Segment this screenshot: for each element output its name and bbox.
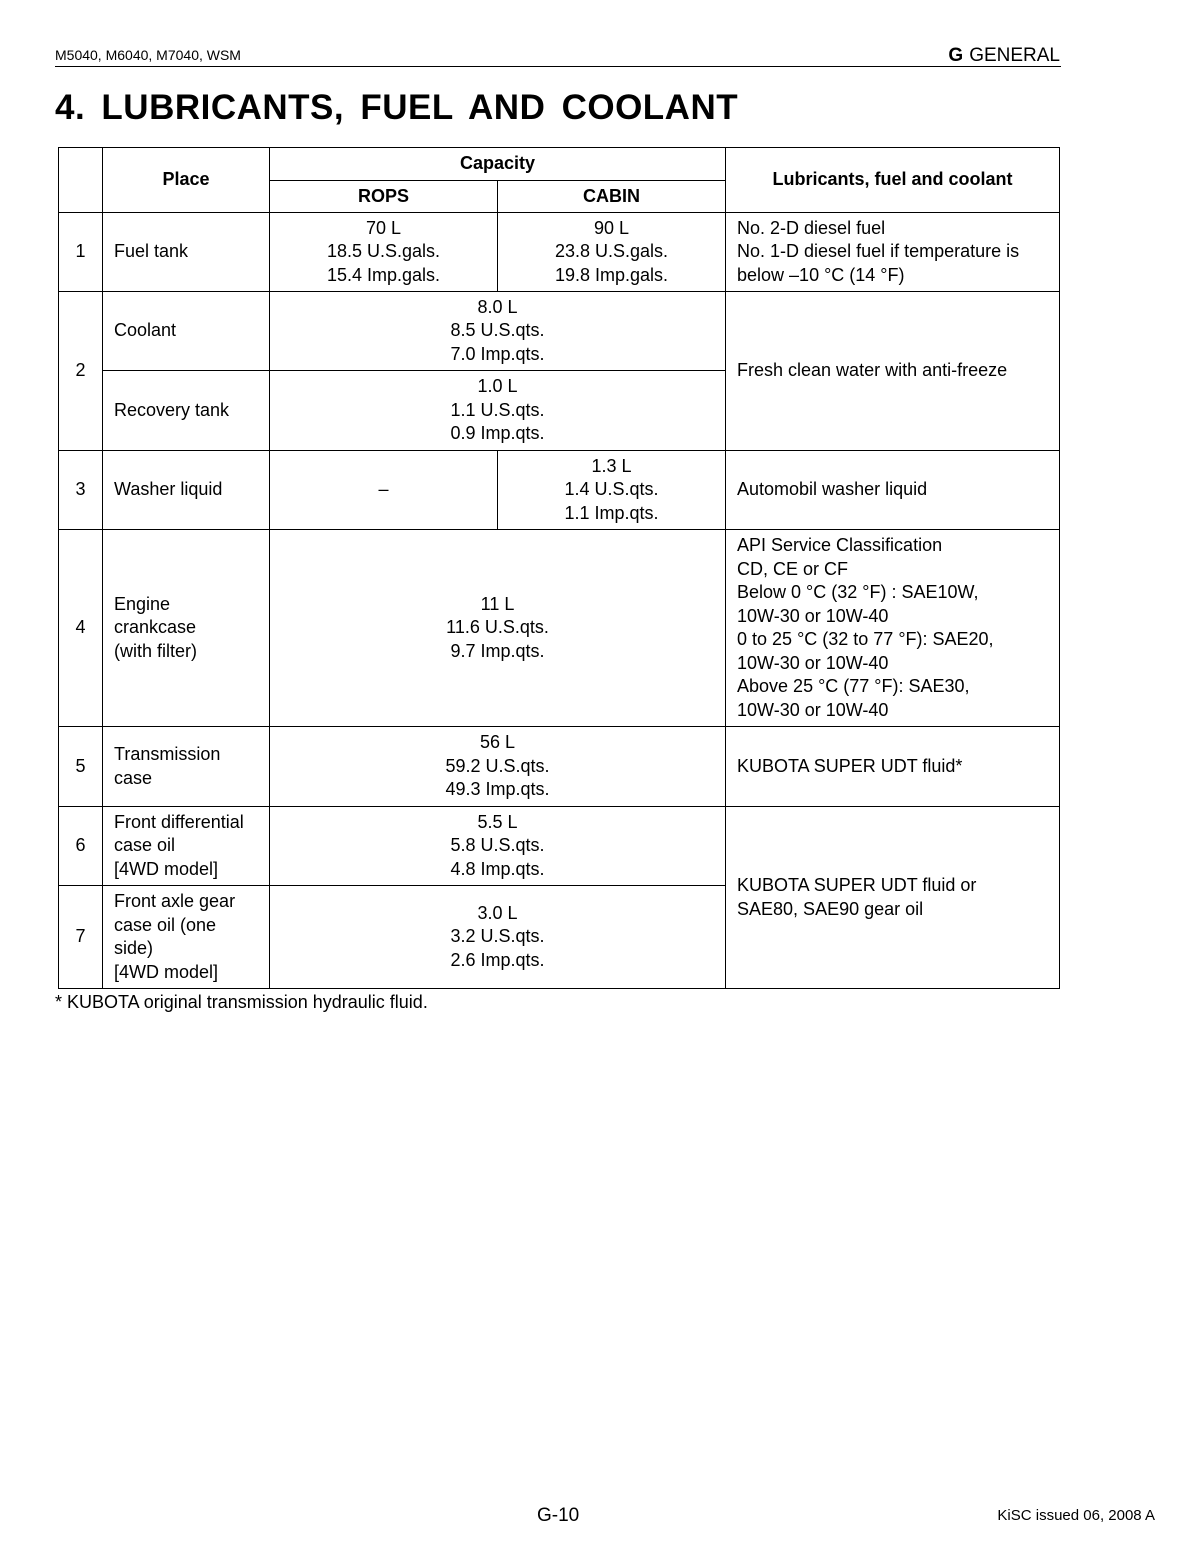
- lubricant-line: 0 to 25 °C (32 to 77 °F): SAE20,: [737, 629, 994, 649]
- row-number: 6: [59, 807, 103, 886]
- capacity-line: 56 L: [479, 732, 516, 753]
- footnote: * KUBOTA original transmission hydraulic fluid.: [55, 992, 428, 1012]
- lubricant-line: CD, CE or CF: [737, 558, 849, 579]
- row-capacity: [270, 292, 726, 371]
- capacity-line: 3.2 U.S.qts.: [450, 926, 545, 947]
- capacity-line: 8.0 L: [477, 296, 518, 317]
- place-line: Transmission: [114, 744, 221, 764]
- row-lubricant: Fresh clean water with anti-freeze: [726, 292, 1060, 451]
- table-row: [59, 292, 1060, 371]
- lubricant-line: SAE80, SAE90 gear oil: [737, 898, 924, 919]
- rops-capacity: –: [270, 451, 498, 530]
- page-number: G-10: [537, 1505, 580, 1526]
- table-row: [59, 213, 1060, 292]
- capacity-line: 4.8 Imp.qts.: [450, 858, 545, 879]
- row-place: [103, 807, 270, 886]
- capacity-line: 90 L: [593, 217, 630, 238]
- row-capacity: [270, 886, 726, 989]
- capacity-line: 70 L: [365, 217, 402, 238]
- rops-capacity: [270, 213, 498, 292]
- place-line: [4WD model]: [114, 961, 219, 982]
- capacity-line: 1.1 U.S.qts.: [450, 399, 545, 420]
- row-place: [103, 886, 270, 989]
- issue-info: KiSC issued 06, 2008 A: [997, 1507, 1155, 1524]
- capacity-line: 1.0 L: [477, 376, 518, 397]
- lubricants-table: [58, 147, 1060, 989]
- header-lubricants: Lubricants, fuel and coolant: [726, 148, 1060, 213]
- row-lubricant: [726, 530, 1060, 727]
- row-place: Recovery tank: [103, 371, 270, 451]
- row-number: 7: [59, 886, 103, 989]
- capacity-line: 15.4 Imp.gals.: [326, 264, 441, 285]
- capacity-line: 7.0 Imp.qts.: [450, 343, 545, 364]
- place-line: (with filter): [114, 640, 198, 661]
- lubricant-line: Above 25 °C (77 °F): SAE30,: [737, 676, 970, 696]
- row-capacity: [270, 807, 726, 886]
- place-line: case oil (one: [114, 914, 217, 935]
- capacity-line: 11 L: [480, 593, 515, 614]
- row-number: 5: [59, 727, 103, 807]
- table-row: [59, 451, 1060, 530]
- lubricant-line: 10W-30 or 10W-40: [737, 699, 889, 720]
- capacity-line: 23.8 U.S.gals.: [554, 241, 669, 262]
- header-section: [948, 45, 1060, 67]
- capacity-line: 2.6 Imp.qts.: [450, 949, 545, 970]
- lubricant-line: 10W-30 or 10W-40: [737, 652, 889, 673]
- table-row: [59, 530, 1060, 727]
- lubricant-line: KUBOTA SUPER UDT fluid or: [737, 875, 977, 895]
- table-row: [59, 807, 1060, 886]
- row-place: [103, 727, 270, 807]
- capacity-line: 1.1 Imp.qts.: [564, 502, 659, 523]
- place-line: side): [114, 938, 154, 958]
- lubricant-line: Below 0 °C (32 °F) : SAE10W,: [737, 582, 979, 602]
- row-lubricant: [726, 213, 1060, 292]
- section-name: GENERAL: [969, 45, 1060, 66]
- capacity-line: 9.7 Imp.qts.: [450, 640, 545, 661]
- cabin-capacity: [498, 451, 726, 530]
- header-place: Place: [103, 148, 270, 213]
- header-rops: ROPS: [270, 181, 498, 213]
- capacity-line: 11.6 U.S.qts.: [446, 617, 549, 638]
- row-place: Washer liquid: [103, 451, 270, 530]
- row-capacity: [270, 530, 726, 727]
- capacity-line: 59.2 U.S.qts.: [445, 755, 550, 776]
- row-number: 3: [59, 451, 103, 530]
- header-no: [59, 148, 103, 213]
- row-number: 4: [59, 530, 103, 727]
- row-capacity: [270, 371, 726, 451]
- capacity-line: 19.8 Imp.gals.: [554, 264, 669, 285]
- place-line: Front axle gear: [114, 891, 236, 911]
- row-place: Fuel tank: [103, 213, 270, 292]
- capacity-line: 1.3 L: [591, 455, 632, 476]
- place-line: case: [114, 767, 153, 788]
- table-row: [59, 727, 1060, 807]
- cabin-capacity: [498, 213, 726, 292]
- lubricant-line: below –10 °C (14 °F): [737, 264, 905, 285]
- header-models: M5040, M6040, M7040, WSM: [55, 47, 241, 63]
- lubricant-line: 10W-30 or 10W-40: [737, 605, 889, 626]
- row-number: 2: [59, 292, 103, 451]
- section-letter: G: [948, 45, 964, 66]
- capacity-line: 0.9 Imp.qts.: [450, 423, 545, 444]
- lubricant-line: No. 2-D diesel fuel: [737, 217, 886, 238]
- row-place: [103, 530, 270, 727]
- place-line: crankcase: [114, 617, 197, 638]
- row-number: 1: [59, 213, 103, 292]
- capacity-line: 8.5 U.S.qts.: [450, 320, 545, 341]
- place-line: Engine: [114, 593, 171, 614]
- header-divider: [55, 66, 1061, 67]
- place-line: Front differential: [114, 811, 244, 832]
- capacity-line: 3.0 L: [477, 902, 518, 923]
- row-place: Coolant: [103, 292, 270, 371]
- place-line: [4WD model]: [114, 858, 219, 879]
- place-line: case oil: [114, 835, 176, 856]
- capacity-line: 49.3 Imp.qts.: [445, 779, 550, 800]
- capacity-line: 18.5 U.S.gals.: [326, 241, 441, 262]
- page-title: 4. LUBRICANTS, FUEL AND COOLANT: [55, 88, 739, 127]
- capacity-line: 5.8 U.S.qts.: [450, 835, 545, 856]
- capacity-line: 5.5 L: [477, 811, 518, 832]
- capacity-line: 1.4 U.S.qts.: [564, 479, 659, 500]
- row-lubricant: Automobil washer liquid: [726, 451, 1060, 530]
- header-capacity: Capacity: [270, 148, 726, 181]
- table-header-row: [59, 148, 1060, 181]
- row-lubricant: [726, 807, 1060, 989]
- header-cabin: CABIN: [498, 181, 726, 213]
- row-lubricant: KUBOTA SUPER UDT fluid*: [726, 727, 1060, 807]
- lubricant-line: No. 1-D diesel fuel if temperature is: [737, 241, 1020, 262]
- row-capacity: [270, 727, 726, 807]
- lubricant-line: API Service Classification: [737, 535, 943, 555]
